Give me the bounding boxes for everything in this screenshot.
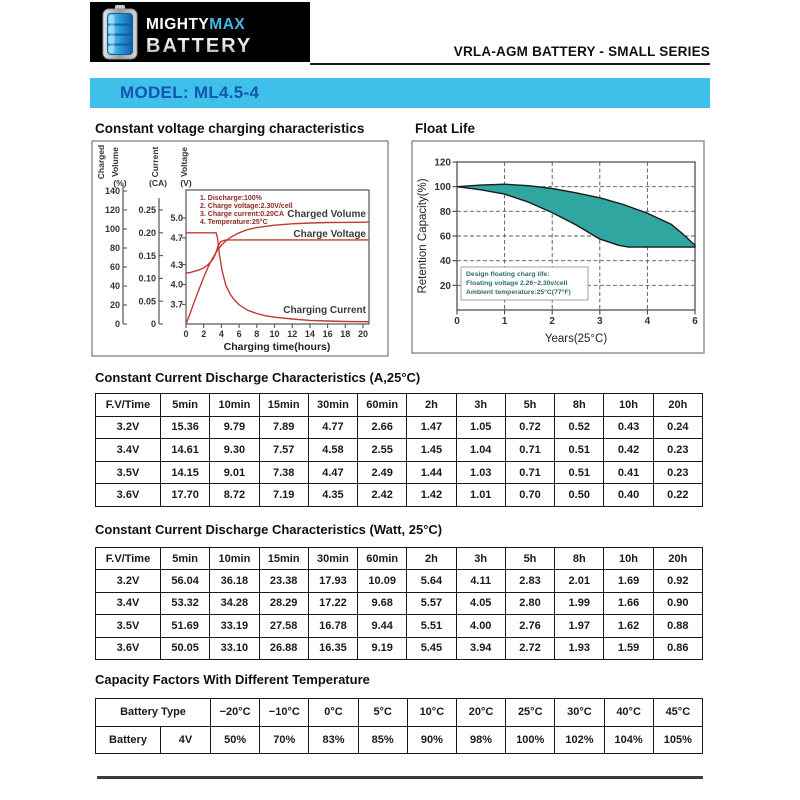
svg-text:120: 120 <box>104 205 120 216</box>
table-cell: 70% <box>260 726 309 754</box>
svg-text:8: 8 <box>254 329 260 339</box>
table-cell: 9.30 <box>210 439 259 462</box>
table-cell: 16.78 <box>308 615 357 637</box>
table-cell: 2.72 <box>505 637 554 659</box>
column-header: 5min <box>161 394 210 417</box>
column-header: 10min <box>210 548 259 570</box>
svg-text:4: 4 <box>218 329 224 339</box>
table-cell: 105% <box>653 726 702 754</box>
svg-text:Charging time(hours): Charging time(hours) <box>223 341 331 353</box>
tagline-rule <box>310 63 710 65</box>
table-cell: 3.6V <box>96 637 161 659</box>
svg-text:Retention Capacity(%): Retention Capacity(%) <box>417 178 429 294</box>
battery-icon <box>103 5 137 59</box>
table-cell: 9.68 <box>358 592 407 614</box>
svg-text:6: 6 <box>236 329 242 339</box>
capacity-title: Capacity Factors With Different Temperature <box>95 672 370 687</box>
table-cell: 10.09 <box>358 570 407 592</box>
svg-text:2: 2 <box>549 316 555 327</box>
table-cell: 98% <box>456 726 505 754</box>
table-cell: 0.71 <box>505 439 554 462</box>
column-header: 0°C <box>309 699 358 727</box>
column-header: F.V/Time <box>96 548 161 570</box>
svg-text:(V): (V) <box>180 178 192 188</box>
table-cell: 4V <box>161 726 211 754</box>
table-cell: 1.05 <box>456 416 505 439</box>
table-cell: 17.22 <box>308 592 357 614</box>
header-row <box>96 394 703 417</box>
column-header: −20°C <box>211 699 260 727</box>
logo-text-max: MAX <box>209 16 246 33</box>
table-cell: 3.94 <box>456 637 505 659</box>
float-life-chart-title: Float Life <box>415 121 475 136</box>
table-cell: 83% <box>309 726 358 754</box>
table-cell: 3.2V <box>96 570 161 592</box>
logo-text-mighty: MIGHTY <box>146 16 210 33</box>
svg-text:4. Temperature:25°C: 4. Temperature:25°C <box>200 219 268 226</box>
svg-text:Charge Voltage: Charge Voltage <box>293 229 366 240</box>
table-cell: 1.03 <box>456 461 505 484</box>
svg-text:80: 80 <box>109 243 120 254</box>
svg-text:4.3: 4.3 <box>170 259 183 270</box>
column-header: −10°C <box>260 699 309 727</box>
header-row <box>96 548 703 570</box>
svg-text:2: 2 <box>201 329 207 339</box>
svg-text:0.10: 0.10 <box>138 273 156 284</box>
svg-text:20: 20 <box>357 329 369 339</box>
svg-text:Design floating charg life:: Design floating charg life: <box>466 271 550 278</box>
float-life-chart-svg <box>405 140 705 358</box>
column-header: 10h <box>604 548 653 570</box>
column-header: 5h <box>505 394 554 417</box>
table-cell: 5.45 <box>407 637 456 659</box>
column-header: 15min <box>259 394 308 417</box>
footer-rule <box>97 776 703 779</box>
table-cell: 2.01 <box>555 570 604 592</box>
table-cell: 27.58 <box>259 615 308 637</box>
svg-text:3. Charge current:0.20CA: 3. Charge current:0.20CA <box>200 211 285 218</box>
table-cell: 1.04 <box>456 439 505 462</box>
table-cell: 90% <box>407 726 456 754</box>
table-cell: 4.00 <box>456 615 505 637</box>
table-cell: 9.19 <box>358 637 407 659</box>
table-cell: 1.01 <box>456 484 505 507</box>
table-cell: 5.64 <box>407 570 456 592</box>
table-cell: 34.28 <box>210 592 259 614</box>
table-cell: 1.45 <box>407 439 456 462</box>
table-cell: 104% <box>604 726 653 754</box>
svg-text:14: 14 <box>304 329 315 339</box>
svg-text:3: 3 <box>597 316 603 327</box>
column-header: 30min <box>308 548 357 570</box>
table-cell: 0.43 <box>604 416 653 439</box>
charging-chart <box>90 140 390 358</box>
column-header: 15min <box>259 548 308 570</box>
table-cell: 0.86 <box>653 637 702 659</box>
discharge-a-table <box>95 393 703 507</box>
logo-graphic <box>90 2 310 62</box>
capacity-table <box>95 698 703 754</box>
svg-text:0.05: 0.05 <box>138 296 156 307</box>
column-header: Battery Type <box>96 699 211 727</box>
table-cell: 0.71 <box>505 461 554 484</box>
table-cell: 0.41 <box>604 461 653 484</box>
table-cell: 0.92 <box>653 570 702 592</box>
table-cell: 2.76 <box>505 615 554 637</box>
table-cell: 0.51 <box>555 439 604 462</box>
column-header: 3h <box>456 394 505 417</box>
svg-text:1: 1 <box>501 316 508 327</box>
table-cell: 2.66 <box>358 416 407 439</box>
table-cell: 0.40 <box>604 484 653 507</box>
table-cell: 3.5V <box>96 615 161 637</box>
column-header: 20h <box>653 394 702 417</box>
table-cell: 4.35 <box>308 484 357 507</box>
table-row <box>96 570 703 592</box>
table-cell: 1.66 <box>604 592 653 614</box>
table-cell: 8.72 <box>210 484 259 507</box>
svg-text:4.7: 4.7 <box>170 233 183 244</box>
table-cell: 51.69 <box>161 615 210 637</box>
svg-text:60: 60 <box>439 231 451 243</box>
column-header: 45°C <box>653 699 702 727</box>
table-cell: 7.57 <box>259 439 308 462</box>
table-cell: 102% <box>555 726 604 754</box>
table-row <box>96 637 703 659</box>
svg-text:20: 20 <box>439 280 451 292</box>
model-banner <box>90 78 710 108</box>
header-logo <box>90 2 310 62</box>
svg-text:4.0: 4.0 <box>170 279 183 290</box>
table-cell: 53.32 <box>161 592 210 614</box>
column-header: 10h <box>604 394 653 417</box>
table-cell: 1.97 <box>555 615 604 637</box>
table-row <box>96 416 703 439</box>
table-cell: 0.23 <box>653 461 702 484</box>
table-cell: 1.69 <box>604 570 653 592</box>
table-cell: 85% <box>358 726 407 754</box>
svg-text:120: 120 <box>434 157 451 169</box>
svg-text:MIGHTYMAX <box>146 16 245 33</box>
svg-text:(%): (%) <box>113 178 127 188</box>
column-header: 8h <box>555 394 604 417</box>
table-cell: 1.93 <box>555 637 604 659</box>
table-cell: 1.47 <box>407 416 456 439</box>
svg-text:(CA): (CA) <box>149 178 167 188</box>
table-cell: 56.04 <box>161 570 210 592</box>
table-row <box>96 484 703 507</box>
charging-chart-svg <box>90 140 390 358</box>
table-cell: 7.38 <box>259 461 308 484</box>
table-cell: 0.50 <box>555 484 604 507</box>
discharge-w-table <box>95 547 703 660</box>
table-cell: 16.35 <box>308 637 357 659</box>
model-banner-text: MODEL: ML4.5-4 <box>120 83 260 102</box>
table-cell: 0.42 <box>604 439 653 462</box>
column-header: 60min <box>358 548 407 570</box>
table-cell: 3.5V <box>96 461 161 484</box>
table-cell: 4.58 <box>308 439 357 462</box>
table-cell: 1.42 <box>407 484 456 507</box>
table-cell: 36.18 <box>210 570 259 592</box>
table-cell: 7.89 <box>259 416 308 439</box>
svg-text:20: 20 <box>109 300 120 311</box>
svg-text:Voltage: Voltage <box>179 146 189 178</box>
table-cell: 2.42 <box>358 484 407 507</box>
svg-text:Floating voltage 2.26~2.30v/ce: Floating voltage 2.26~2.30v/cell <box>466 280 568 287</box>
table-cell: 0.23 <box>653 439 702 462</box>
table-cell: 0.22 <box>653 484 702 507</box>
table-cell: 3.2V <box>96 416 161 439</box>
svg-text:0: 0 <box>114 319 120 330</box>
table-cell: 50% <box>211 726 260 754</box>
table-cell: 15.36 <box>161 416 210 439</box>
table-cell: 1.99 <box>555 592 604 614</box>
svg-text:40: 40 <box>109 281 120 292</box>
table-cell: 4.11 <box>456 570 505 592</box>
table-cell: 9.44 <box>358 615 407 637</box>
svg-text:0: 0 <box>454 316 460 327</box>
table-cell: 4.77 <box>308 416 357 439</box>
svg-text:2. Charge voltage:2.30V/cell: 2. Charge voltage:2.30V/cell <box>200 203 293 210</box>
table-cell: 1.62 <box>604 615 653 637</box>
table-cell: 1.44 <box>407 461 456 484</box>
svg-text:1. Discharge:100%: 1. Discharge:100% <box>200 195 262 202</box>
svg-text:Years(25°C): Years(25°C) <box>544 333 608 345</box>
table-cell: 3.4V <box>96 439 161 462</box>
table-cell: 7.19 <box>259 484 308 507</box>
svg-text:5.0: 5.0 <box>170 213 183 224</box>
table-row <box>96 461 703 484</box>
column-header: 20h <box>653 548 702 570</box>
table-cell: 2.49 <box>358 461 407 484</box>
svg-text:0.15: 0.15 <box>138 250 156 261</box>
table-row <box>96 592 703 614</box>
svg-text:0: 0 <box>183 329 189 339</box>
column-header: 10°C <box>407 699 456 727</box>
svg-text:Charging Current: Charging Current <box>283 305 366 316</box>
table-cell: 100% <box>506 726 555 754</box>
header-row <box>96 699 703 727</box>
svg-text:Current: Current <box>150 146 160 178</box>
column-header: 60min <box>358 394 407 417</box>
column-header: 40°C <box>604 699 653 727</box>
svg-text:140: 140 <box>104 186 120 197</box>
table-cell: 1.59 <box>604 637 653 659</box>
logo-text-battery: BATTERY <box>146 35 253 57</box>
charging-chart-title: Constant voltage charging characteristics <box>95 121 365 136</box>
svg-text:10: 10 <box>269 329 280 339</box>
table-cell: 14.61 <box>161 439 210 462</box>
svg-text:12: 12 <box>287 329 298 339</box>
column-header: 25°C <box>506 699 555 727</box>
table-cell: 23.38 <box>259 570 308 592</box>
table-cell: 3.4V <box>96 592 161 614</box>
table-cell: 0.51 <box>555 461 604 484</box>
table-cell: 50.05 <box>161 637 210 659</box>
column-header: 2h <box>407 394 456 417</box>
table-cell: 0.72 <box>505 416 554 439</box>
svg-text:100: 100 <box>104 224 120 235</box>
svg-text:100: 100 <box>434 182 451 194</box>
svg-text:Volume: Volume <box>110 146 120 178</box>
column-header: 5h <box>505 548 554 570</box>
table-cell: 2.83 <box>505 570 554 592</box>
svg-text:3.7: 3.7 <box>170 299 183 310</box>
table-row <box>96 615 703 637</box>
svg-text:60: 60 <box>109 262 120 273</box>
table-cell: 0.24 <box>653 416 702 439</box>
column-header: 3h <box>456 548 505 570</box>
series-tagline: VRLA-AGM BATTERY - SMALL SERIES <box>453 44 710 59</box>
column-header: 30min <box>308 394 357 417</box>
table-cell: 2.80 <box>505 592 554 614</box>
svg-text:6: 6 <box>692 316 698 327</box>
discharge-w-title: Constant Current Discharge Characteristics (Watt, 25°C) <box>95 522 443 537</box>
table-cell: 0.70 <box>505 484 554 507</box>
svg-text:18: 18 <box>340 329 351 339</box>
table-row <box>96 439 703 462</box>
svg-text:Ambient temperature:25°C(77°F): Ambient temperature:25°C(77°F) <box>466 289 571 296</box>
column-header: F.V/Time <box>96 394 161 417</box>
column-header: 2h <box>407 548 456 570</box>
table-cell: 5.51 <box>407 615 456 637</box>
table-cell: 0.88 <box>653 615 702 637</box>
svg-text:0.20: 0.20 <box>138 228 156 238</box>
column-header: 8h <box>555 548 604 570</box>
table-cell: 33.19 <box>210 615 259 637</box>
column-header: 10min <box>210 394 259 417</box>
svg-text:0: 0 <box>150 319 156 330</box>
table-row <box>96 726 703 754</box>
table-cell: 4.47 <box>308 461 357 484</box>
table-cell: 9.01 <box>210 461 259 484</box>
svg-text:40: 40 <box>439 256 451 268</box>
table-cell: 5.57 <box>407 592 456 614</box>
svg-text:80: 80 <box>439 206 451 218</box>
table-cell: 28.29 <box>259 592 308 614</box>
table-cell: 14.15 <box>161 461 210 484</box>
svg-text:Charged Volume: Charged Volume <box>287 209 366 220</box>
svg-text:16: 16 <box>322 329 333 339</box>
column-header: 20°C <box>456 699 505 727</box>
table-cell: 0.90 <box>653 592 702 614</box>
table-cell: 17.93 <box>308 570 357 592</box>
discharge-a-title: Constant Current Discharge Characteristics (A,25°C) <box>95 370 421 385</box>
table-cell: 2.55 <box>358 439 407 462</box>
column-header: 30°C <box>555 699 604 727</box>
svg-text:0.25: 0.25 <box>138 205 156 216</box>
table-cell: 17.70 <box>161 484 210 507</box>
table-cell: 26.88 <box>259 637 308 659</box>
svg-text:4: 4 <box>644 316 651 327</box>
table-cell: Battery <box>96 726 161 754</box>
float-life-chart <box>405 140 705 358</box>
table-cell: 4.05 <box>456 592 505 614</box>
svg-text:Charged: Charged <box>96 144 106 180</box>
table-cell: 33.10 <box>210 637 259 659</box>
table-cell: 3.6V <box>96 484 161 507</box>
column-header: 5min <box>161 548 210 570</box>
table-cell: 9.79 <box>210 416 259 439</box>
column-header: 5°C <box>358 699 407 727</box>
table-cell: 0.52 <box>555 416 604 439</box>
